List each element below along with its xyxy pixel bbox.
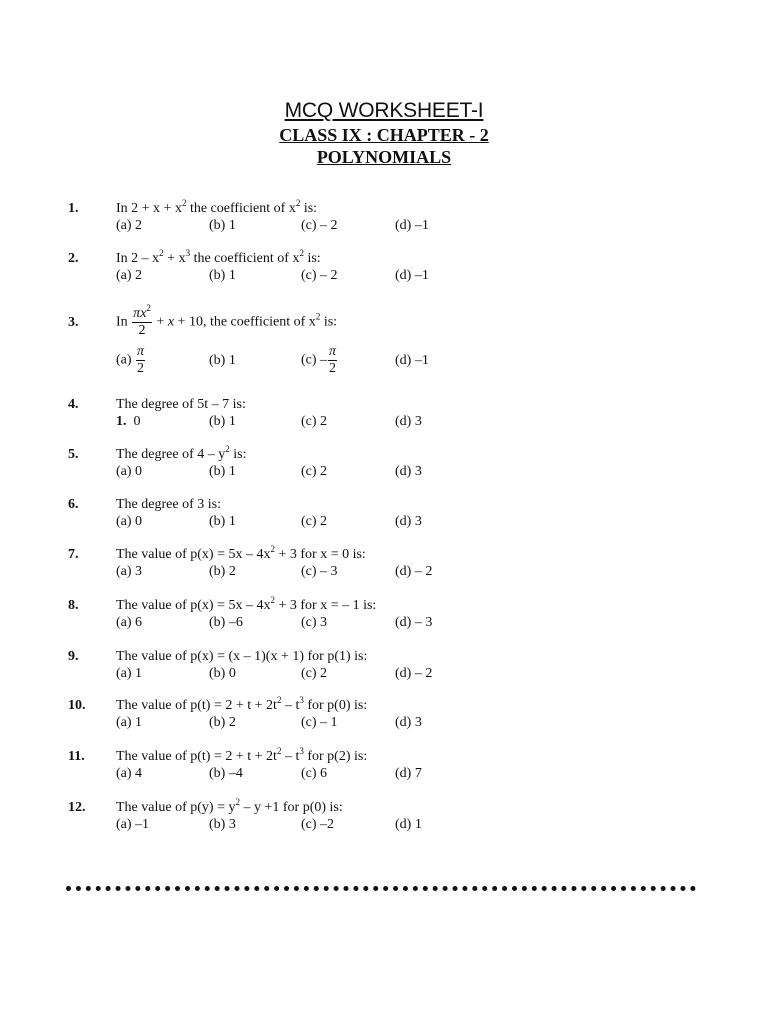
question-number: 4. [68, 397, 79, 412]
option-d[interactable]: (d) 1 [395, 817, 422, 832]
question-number: 7. [68, 547, 79, 562]
option-d[interactable]: (d) – 2 [395, 666, 433, 681]
question-number: 1. [68, 201, 79, 216]
option-c[interactable]: (c) 2 [301, 464, 328, 479]
option-b[interactable]: (b) 1 [209, 218, 236, 233]
question-number: 6. [68, 497, 79, 512]
question-number: 5. [68, 447, 79, 462]
question-text: The value of $p(t) = 2 + t + 2t^2 - t^3$ for p(0) is: [116, 695, 368, 713]
class-chapter-heading: CLASS IX : CHAPTER - 2 [279, 125, 489, 145]
question-text: The value of $p(x) = 5x - 4x^2 + 3$ for x = – 1 is: [116, 595, 377, 613]
option-a[interactable]: (a) 6 [116, 615, 143, 630]
option-a[interactable]: (a) $\frac{\pi}{2}$ [116, 344, 145, 376]
question-number: 2. [68, 251, 79, 266]
option-b[interactable]: (b) 2 [209, 564, 236, 579]
option-a[interactable]: (a) 4 [116, 766, 143, 781]
option-a[interactable]: (a) –1 [116, 817, 150, 832]
question-text: The value of $p(y) = y^2 - y +1$ for p(0) is: [116, 797, 343, 815]
question-number: 11. [68, 749, 85, 764]
question-text: In $2 + x + x^2$ the coefficient of $x^2$ is: [116, 198, 318, 216]
question-text: The degree of 5t – 7 is: [116, 397, 246, 412]
option-a[interactable]: (a) 1 [116, 666, 143, 681]
question-text: The degree of 3 is: [116, 497, 221, 512]
question-number: 10. [68, 698, 86, 713]
option-d[interactable]: (d) –1 [395, 353, 429, 368]
option-b[interactable]: (b) –6 [209, 615, 243, 630]
option-b[interactable]: (b) –4 [209, 766, 243, 781]
question-text: In $2 - x^2 + x^3$ the coefficient of $x^2$ is: [116, 248, 321, 266]
option-c[interactable]: (c) 2 [301, 414, 328, 429]
option-b[interactable]: (b) 1 [209, 353, 236, 368]
option-c[interactable]: (c) 6 [301, 766, 328, 781]
worksheet-title: MCQ WORKSHEET-I [284, 99, 484, 122]
dotted-divider [66, 880, 696, 891]
option-d[interactable]: (d) – 3 [395, 615, 433, 630]
question-text: The value of $p(x) = 5x - 4x^2 + 3$ for x = 0 is: [116, 544, 366, 562]
question-text: In $\frac{\pi x^2}{2}$ + x + 10, the coefficient of $x^2$ is: [116, 303, 338, 338]
option-a[interactable]: (a) 1 [116, 715, 143, 730]
option-b[interactable]: (b) 1 [209, 514, 236, 529]
option-a[interactable]: 1. 0 [116, 414, 141, 429]
question-number: 9. [68, 649, 79, 664]
option-c[interactable]: (c) 2 [301, 514, 328, 529]
option-d[interactable]: (d) 3 [395, 414, 422, 429]
question-number: 3. [68, 315, 79, 330]
question-number: 12. [68, 800, 86, 815]
fraction-pi-over-2: $\frac{\pi}{2}$ [137, 344, 145, 376]
option-c[interactable]: (c) – $\frac{\pi}{2}$ [301, 344, 337, 376]
option-d[interactable]: (d) –1 [395, 218, 429, 233]
question-number: 8. [68, 598, 79, 613]
option-c[interactable]: (c) – 3 [301, 564, 338, 579]
option-b[interactable]: (b) 0 [209, 666, 236, 681]
fraction-pi-over-2: $\frac{\pi}{2}$ [329, 344, 337, 376]
option-b[interactable]: (b) 3 [209, 817, 236, 832]
option-b[interactable]: (b) 1 [209, 414, 236, 429]
fraction-pi-x-squared-over-2: $\frac{\pi x^2}{2}$ [133, 303, 151, 338]
option-a[interactable]: (a) 2 [116, 218, 143, 233]
option-b[interactable]: (b) 2 [209, 715, 236, 730]
question-text: The value of $p(t) = 2 + t + 2t^2 - t^3$ for p(2) is: [116, 746, 368, 764]
option-b[interactable]: (b) 1 [209, 464, 236, 479]
option-c[interactable]: (c) – 2 [301, 218, 338, 233]
question-text: The degree of $4 - y^2$ is: [116, 444, 247, 462]
option-d[interactable]: (d) – 2 [395, 564, 433, 579]
topic-heading: POLYNOMIALS [316, 147, 452, 167]
option-d[interactable]: (d) 3 [395, 514, 422, 529]
option-c[interactable]: (c) –2 [301, 817, 335, 832]
option-d[interactable]: (d) 3 [395, 715, 422, 730]
option-c[interactable]: (c) 3 [301, 615, 328, 630]
option-d[interactable]: (d) 3 [395, 464, 422, 479]
option-c[interactable]: (c) – 2 [301, 268, 338, 283]
option-a[interactable]: (a) 2 [116, 268, 143, 283]
option-c[interactable]: (c) – 1 [301, 715, 338, 730]
option-d[interactable]: (d) 7 [395, 766, 422, 781]
option-d[interactable]: (d) –1 [395, 268, 429, 283]
option-b[interactable]: (b) 1 [209, 268, 236, 283]
option-a[interactable]: (a) 0 [116, 514, 143, 529]
option-a[interactable]: (a) 3 [116, 564, 143, 579]
option-c[interactable]: (c) 2 [301, 666, 328, 681]
question-text: The value of p(x) = (x – 1)(x + 1) for p(1) is: [116, 649, 368, 664]
option-a[interactable]: (a) 0 [116, 464, 143, 479]
